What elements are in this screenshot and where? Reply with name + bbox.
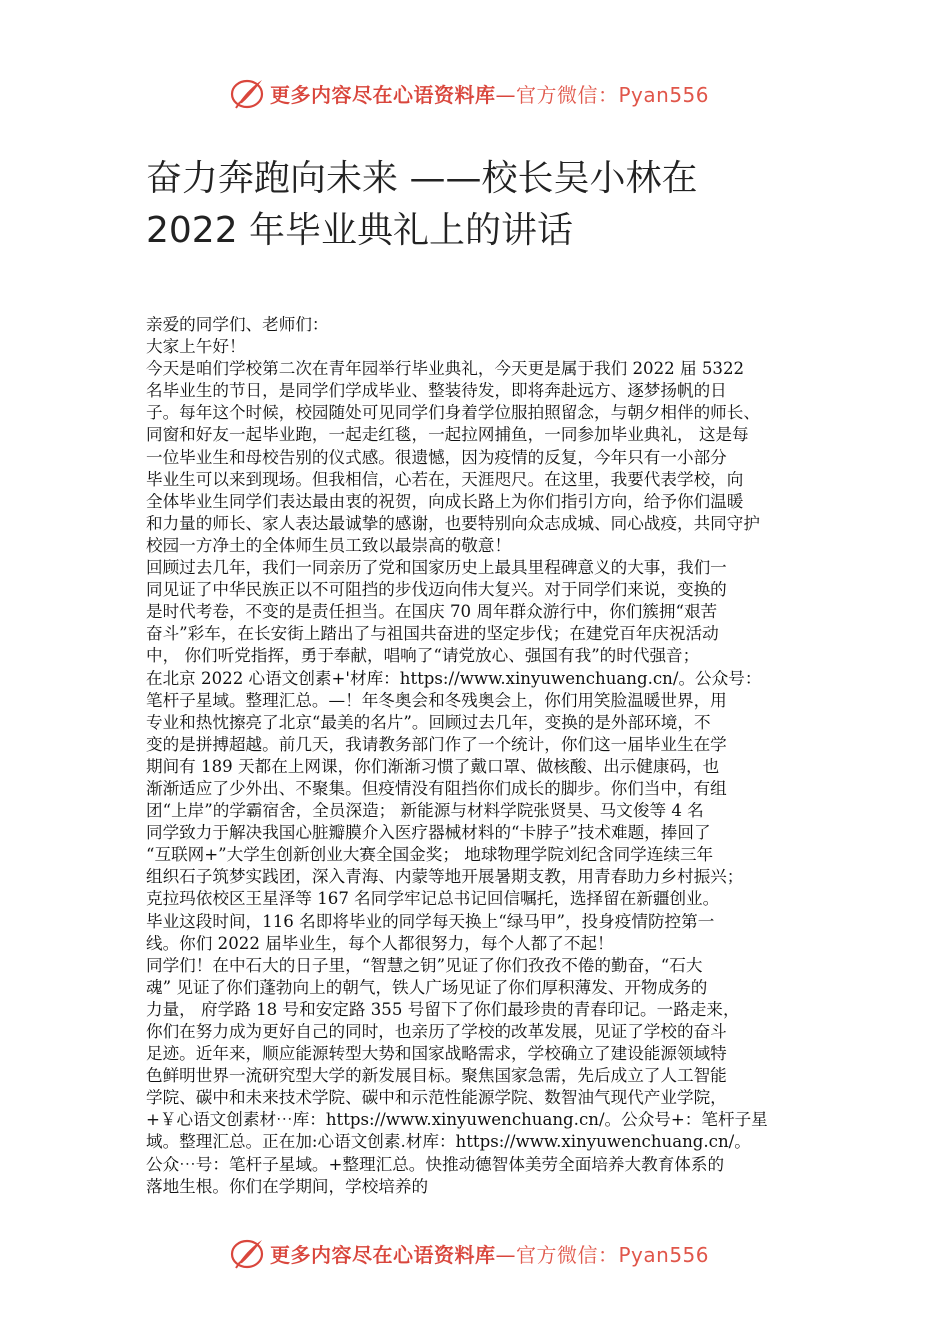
body-line: 足迹。近年来，顺应能源转型大势和国家战略需求，学校确立了建设能源领域特 <box>146 1044 727 1064</box>
banner-wechat: 官方微信：Pyan556 <box>516 1242 710 1267</box>
body-line: 魂” 见证了你们蓬勃向上的朝气，铁人广场见证了你们厚积薄发、开物成务的 <box>146 977 708 997</box>
body-line: 在北京 2022 心语文创素+'材库：https://www.xinyuwenchuang.cn/。公众号： <box>146 668 762 688</box>
body-line: 你们在努力成为更好自己的同时，也亲历了学校的改革发展，见证了学校的奋斗 <box>146 1022 727 1041</box>
body-line: “互联网+”大学生创新创业大赛全国金奖； 地球物理学院刘纪含同学连续三年 <box>146 845 714 865</box>
body-line: 期间有 189 天都在上网课，你们渐渐习惯了戴口罩、做核酸、出示健康码，也 <box>146 756 720 776</box>
body-line: 大家上午好！ <box>146 337 246 357</box>
body-line: 今天是咱们学校第二次在青年园举行毕业典礼，今天更是属于我们 2022 届 5322 <box>146 359 745 379</box>
body-line: 域。整理汇总。正在加:心语文创素.材库：https://www.xinyuwenchuang.cn/。 <box>146 1132 751 1152</box>
title-line-1: 奋力奔跑向未来 ——校长吴小林在 <box>146 158 698 199</box>
body-line: 奋斗”彩车，在长安街上踏出了与祖国共奋进的坚定步伐；在建党百年庆祝活动 <box>146 624 719 644</box>
body-line: 变的是拼搏超越。前几天，我请教务部门作了一个统计，你们这一届毕业生在学 <box>146 734 727 754</box>
body-line: 专业和热忱擦亮了北京“最美的名片”。回顾过去几年，变换的是外部环境，不 <box>146 712 711 732</box>
body-line: 落地生根。你们在学期间，学校培养的 <box>146 1176 429 1196</box>
banner-separator: — <box>495 1242 516 1267</box>
body-line: 线。你们 2022 届毕业生，每个人都很努力，每个人都了不起！ <box>146 933 614 953</box>
body-line: 毕业这段时间，116 名即将毕业的同学每天换上“绿马甲”，投身疫情防控第一 <box>146 911 715 931</box>
footer-banner <box>230 1236 709 1270</box>
body-line: 组织石子筑梦实践团，深入青海、内蒙等地开展暑期支教，用青春助力乡村振兴； <box>146 867 744 887</box>
body-line: 同学致力于解决我国心脏瓣膜介入医疗器械材料的“卡脖子”技术难题，捧回了 <box>146 823 711 843</box>
body-line: 公众⋯号：笔杆子星域。+整理汇总。快推动德智体美劳全面培养大教育体系的 <box>146 1154 725 1174</box>
body-line: 学院、碳中和未来技术学院、碳中和示范性能源学院、数智油气现代产业学院， <box>146 1088 727 1108</box>
document-title <box>146 153 846 257</box>
body-line: 力量， 府学路 18 号和安定路 355 号留下了你们最珍贵的青春印记。一路走来， <box>146 999 740 1019</box>
body-line: 渐渐适应了少外出、不聚集。但疫情没有阻挡你们成长的脚步。你们当中，有组 <box>146 778 727 798</box>
body-line: 中， 你们听党指挥，勇于奉献，唱响了“请党放心、强国有我”的时代强音； <box>146 646 700 666</box>
body-line: 笔杆子星域。整理汇总。—！年冬奥会和冬残奥会上，你们用笑脸温暖世界，用 <box>146 690 727 710</box>
feather-pen-logo-icon <box>230 76 266 110</box>
header-banner <box>230 76 709 110</box>
body-line: 同窗和好友一起毕业跑，一起走红毯，一起拉网捕鱼，一同参加毕业典礼， 这是每 <box>146 425 749 445</box>
body-line: 毕业生可以来到现场。但我相信，心若在，天涯咫尺。在这里，我要代表学校，向 <box>146 469 744 489</box>
banner-brand: 更多内容尽在心语资料库 <box>270 1242 496 1267</box>
body-line: 是时代考卷，不变的是责任担当。在国庆 70 周年群众游行中，你们簇拥“艰苦 <box>146 602 718 622</box>
body-line: 克拉玛依校区王星泽等 167 名同学牢记总书记回信嘱托，选择留在新疆创业。 <box>146 889 720 909</box>
body-line: 团“上岸”的学霸宿舍，全员深造； 新能源与材料学院张贤昊、马文俊等 4 名 <box>146 801 704 821</box>
body-line: 全体毕业生同学们表达最由衷的祝贺，向成长路上为你们指引方向，给予你们温暖 <box>146 491 744 511</box>
feather-pen-logo-icon <box>230 1236 266 1270</box>
banner-separator: — <box>495 82 516 107</box>
body-line: 校园一方净土的全体师生员工致以最崇高的敬意！ <box>146 535 512 555</box>
body-line: +￥心语文创素材⋯库：https://www.xinyuwenchuang.cn/。公众号+：笔杆子星 <box>146 1110 768 1130</box>
speech-body <box>146 314 826 1198</box>
banner-wechat: 官方微信：Pyan556 <box>516 82 710 107</box>
body-line: 色鲜明世界一流研究型大学的新发展目标。聚焦国家急需，先后成立了人工智能 <box>146 1066 727 1086</box>
body-line: 和力量的师长、家人表达最诚挚的感谢，也要特别向众志成城、同心战疫，共同守护 <box>146 513 760 533</box>
banner-text <box>270 1239 709 1268</box>
body-line: 同学们！在中石大的日子里，“智慧之钥”见证了你们孜孜不倦的勤奋，“石大 <box>146 955 703 975</box>
title-line-2: 2022 年毕业典礼上的讲话 <box>146 210 574 251</box>
body-line: 子。每年这个时候，校园随处可见同学们身着学位服拍照留念，与朝夕相伴的师长、 <box>146 403 760 423</box>
body-line: 回顾过去几年，我们一同亲历了党和国家历史上最具里程碑意义的大事，我们一 <box>146 558 727 578</box>
body-line: 同见证了中华民族正以不可阻挡的步伐迈向伟大复兴。对于同学们来说，变换的 <box>146 580 727 600</box>
banner-brand: 更多内容尽在心语资料库 <box>270 82 496 107</box>
body-line: 一位毕业生和母校告别的仪式感。很遗憾，因为疫情的反复，今年只有一小部分 <box>146 447 727 467</box>
body-line: 亲爱的同学们、老师们： <box>146 315 329 334</box>
banner-text <box>270 79 709 108</box>
body-line: 名毕业生的节日，是同学们学成毕业、整装待发，即将奔赴远方、逐梦扬帆的日 <box>146 381 727 401</box>
